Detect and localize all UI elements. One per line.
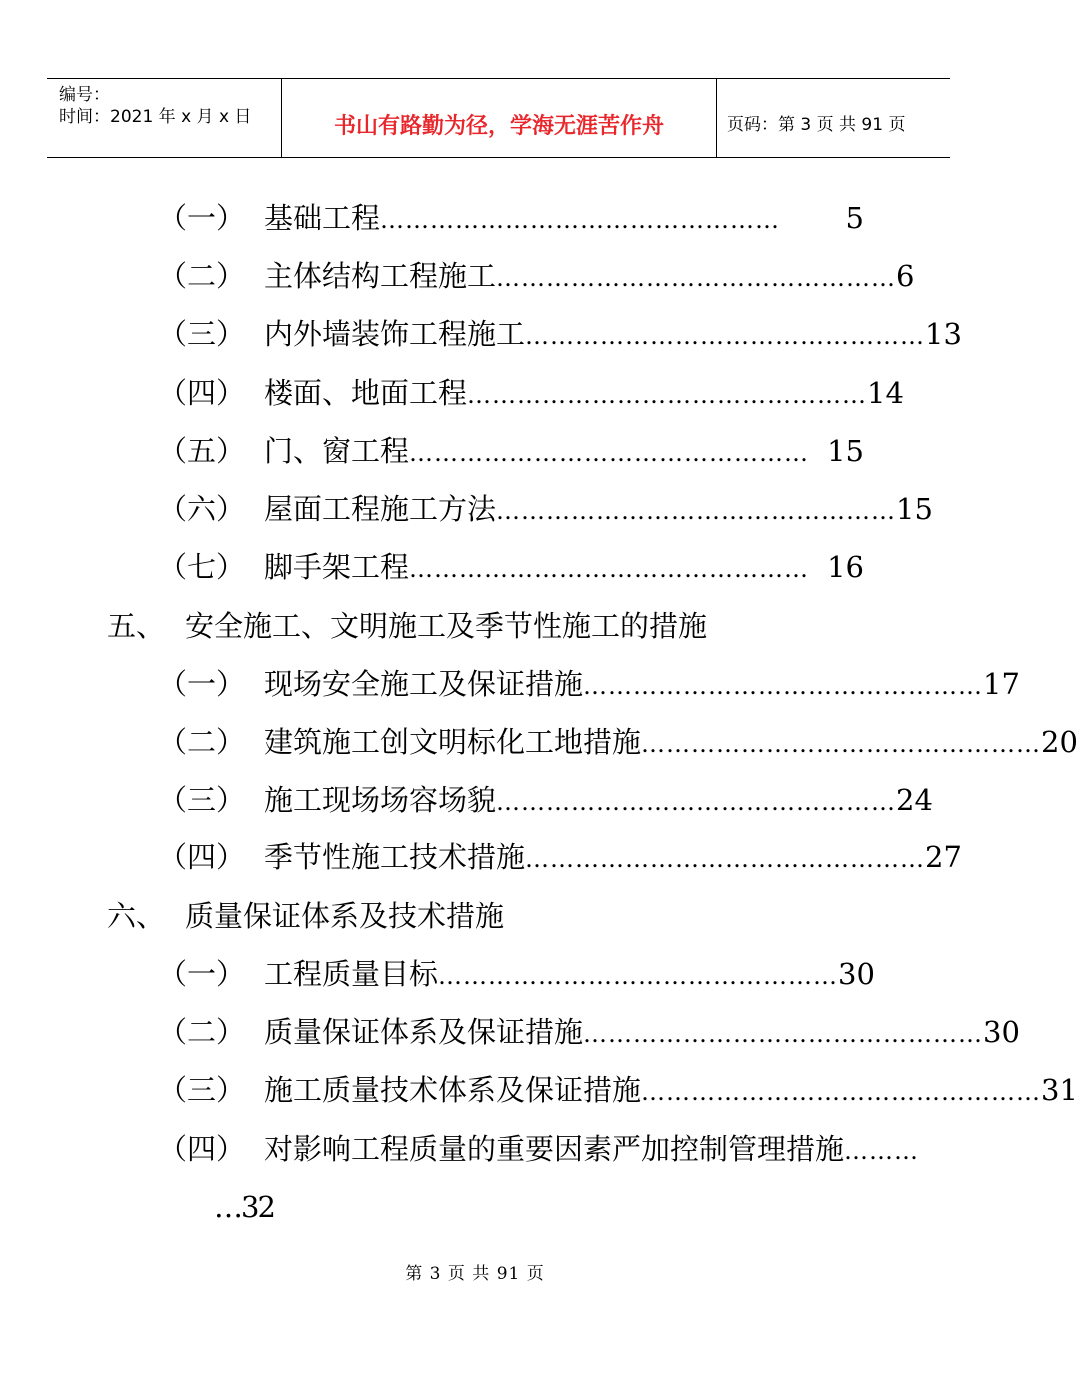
header-page-cell (717, 79, 950, 157)
toc-entry-page: 15 (896, 492, 933, 526)
page-header (47, 78, 950, 158)
toc-section-number: 六、 (107, 899, 166, 933)
toc-entry-page: 16 (827, 550, 864, 584)
toc-entry (158, 664, 1020, 704)
toc-entry-page: 6 (896, 259, 915, 293)
toc-entry-page: 14 (867, 376, 904, 410)
toc-entry-page: 30 (838, 957, 875, 991)
motto-text: 书山有路勤为径，学海无涯苦作舟 (333, 114, 664, 139)
toc-leader: ………………………………………… (496, 264, 897, 292)
toc-leader: ………………………………………… (409, 439, 810, 467)
toc-entry-number: （七） (158, 550, 246, 584)
toc-entry (158, 198, 864, 238)
page-footer: 第 3 页 共 91 页 (405, 1264, 545, 1284)
toc-entry-number: （三） (158, 317, 246, 351)
toc-entry-number: （三） (158, 783, 246, 817)
toc-leader: ………………………………………… (409, 555, 810, 583)
toc-leader: ………………………………………… (467, 381, 868, 409)
toc-entry-title: 施工现场场容场貌 (264, 783, 497, 817)
serial-label: 编号： (59, 85, 110, 105)
toc-entry (158, 547, 864, 587)
toc-entry-number: （一） (158, 201, 246, 235)
toc-section-title: 安全施工、文明施工及季节性施工的措施 (185, 609, 708, 643)
toc-entry-title: 屋面工程施工方法 (264, 492, 497, 526)
toc-leader: ……… (844, 1137, 920, 1165)
toc-entry-number: （四） (158, 376, 246, 410)
toc-entry-page: 31 (1041, 1073, 1078, 1107)
toc-entry-title: 主体结构工程施工 (264, 259, 497, 293)
toc-entry (158, 1012, 1020, 1052)
toc-entry-number: （三） (158, 1073, 246, 1107)
toc-leader: ………………………………………… (583, 1020, 984, 1048)
toc-leader: ………………………………………… (525, 322, 926, 350)
header-motto-cell (281, 79, 717, 157)
toc-entry-number: （五） (158, 434, 246, 468)
toc-entry-page: 27 (925, 840, 962, 874)
toc-entry-number: （一） (158, 667, 246, 701)
toc-entry-page: 24 (896, 783, 933, 817)
toc-entry-title: 工程质量目标 (264, 957, 439, 991)
toc-entry (158, 373, 904, 413)
toc-leader: ………………………………………… (641, 1078, 1042, 1106)
toc-entry-number: （一） (158, 957, 246, 991)
toc-entry-page: 17 (983, 667, 1020, 701)
toc-entry-number: （二） (158, 725, 246, 759)
toc-entry-title: 基础工程 (264, 201, 381, 235)
toc-entry (158, 1070, 1078, 1110)
toc-entry (158, 780, 933, 820)
toc-entry-page: 5 (845, 201, 864, 235)
toc-entry-title: 门、窗工程 (264, 434, 410, 468)
toc-entry-page: 13 (925, 317, 962, 351)
toc-leader: ………………………………………… (496, 788, 897, 816)
toc-entry (158, 489, 933, 529)
toc-entry-page: 20 (1041, 725, 1078, 759)
toc-section-title: 质量保证体系及技术措施 (185, 899, 505, 933)
toc-entry (158, 256, 915, 296)
toc-leader: ………………………………………… (380, 206, 781, 234)
toc-entry-number: （二） (158, 1015, 246, 1049)
toc-entry-title: 现场安全施工及保证措施 (264, 667, 584, 701)
toc-entry-title: 脚手架工程 (264, 550, 410, 584)
toc-entry (158, 954, 875, 994)
toc-leader: ………………………………………… (525, 845, 926, 873)
toc-entry-title: 对影响工程质量的重要因素严加控制管理措施 (264, 1132, 845, 1166)
toc-entry (158, 1129, 918, 1169)
time-label: 时间：2021 年 x 月 x 日 (59, 107, 252, 127)
toc-entry-number: （六） (158, 492, 246, 526)
toc-entry-number: （四） (158, 1132, 246, 1166)
toc-entry-number: （二） (158, 259, 246, 293)
toc-entry-title: 施工质量技术体系及保证措施 (264, 1073, 642, 1107)
toc-section-heading (107, 896, 504, 936)
toc-entry-title: 楼面、地面工程 (264, 376, 468, 410)
page-info: 页码：第 3 页 共 91 页 (727, 115, 906, 135)
toc-wrapped-page-number: …32 (214, 1190, 274, 1224)
toc-leader: ………………………………………… (641, 730, 1042, 758)
toc-entry-page: 15 (827, 434, 864, 468)
toc-entry (158, 837, 962, 877)
toc-section-number: 五、 (107, 609, 166, 643)
toc-entry-title: 内外墙装饰工程施工 (264, 317, 526, 351)
toc-entry-number: （四） (158, 840, 246, 874)
toc-leader: ………………………………………… (438, 962, 839, 990)
toc-entry (158, 314, 962, 354)
header-meta-cell (47, 79, 281, 157)
toc-entry-title: 建筑施工创文明标化工地措施 (264, 725, 642, 759)
toc-leader: ………………………………………… (583, 672, 984, 700)
toc-entry (158, 431, 864, 471)
toc-entry-page: 30 (983, 1015, 1020, 1049)
toc-section-heading (107, 606, 707, 646)
toc-entry-title: 季节性施工技术措施 (264, 840, 526, 874)
toc-leader: ………………………………………… (496, 497, 897, 525)
toc-entry (158, 722, 1078, 762)
toc-entry-title: 质量保证体系及保证措施 (264, 1015, 584, 1049)
